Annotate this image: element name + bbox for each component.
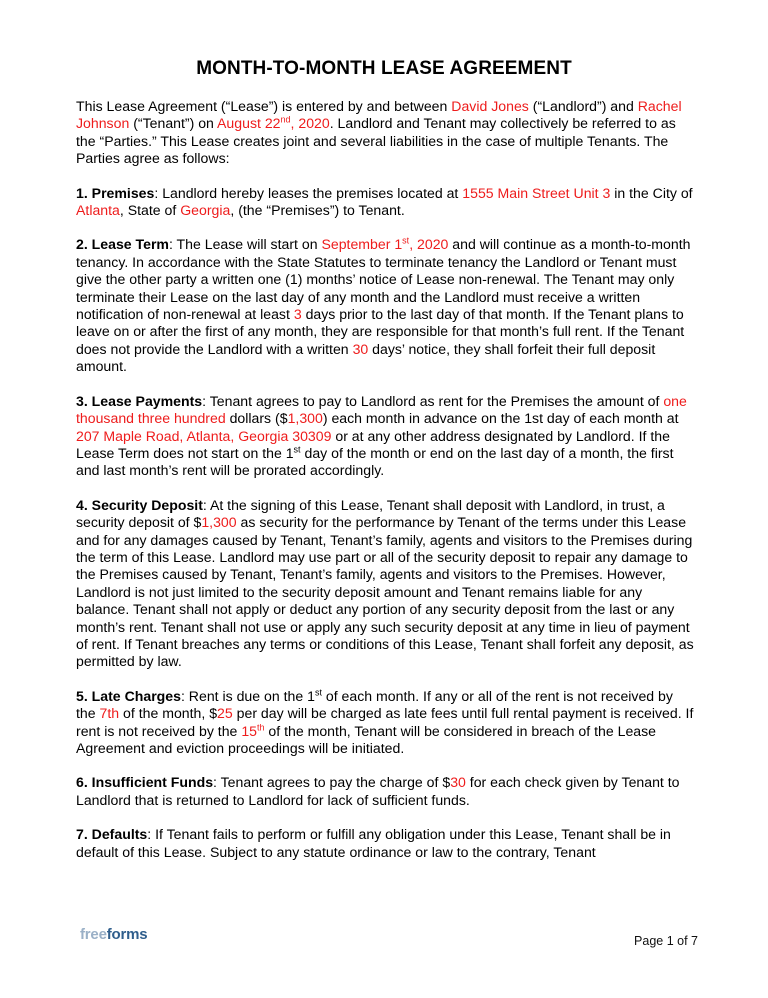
section-heading: 3. Lease Payments	[76, 392, 203, 409]
section-text: : At the signing of this Lease, Tenant shall deposit with Landlord, in trust, a security deposit of $	[76, 496, 665, 531]
premises-address: 1555 Main Street Unit 3	[462, 184, 611, 201]
landlord-name: David Jones	[451, 98, 529, 114]
section-heading: 2. Lease Term	[76, 236, 169, 253]
intro-text: . Landlord and Tenant may collectively be referred to as the “Parties.” This Lease creates joint and several liabilities in the case of multiple Tenants. The Parties agree as follows:	[76, 115, 676, 167]
breach-day-suffix: th	[257, 721, 265, 732]
intro-text: (“Landlord”) and	[528, 98, 638, 114]
section-text: : Tenant agrees to pay the charge of $	[213, 774, 451, 791]
tenant-name: Rachel Johnson	[76, 98, 682, 132]
section-text: , State of	[119, 202, 181, 219]
late-fee: 25	[217, 705, 233, 722]
section-text: in the City of	[610, 184, 693, 201]
section-text: , (the “Premises”) to Tenant.	[230, 202, 405, 219]
agreement-date-year: , 2020	[290, 115, 330, 132]
document-body	[76, 98, 694, 878]
nsf-charge: 30	[450, 774, 466, 791]
section-text: of each month. If any or all of the rent is not received by the	[76, 687, 673, 722]
logo-text-forms: forms	[106, 926, 148, 943]
late-day: 7th	[99, 705, 120, 722]
section-heading: 1. Premises	[76, 184, 155, 201]
late-charges-section	[76, 688, 694, 758]
section-text: day of the month or end on the last day of a month, the first and last month’s rent will be prorated accordingly.	[76, 444, 674, 479]
breach-day	[241, 723, 264, 739]
insufficient-funds-section	[76, 774, 694, 809]
logo-text-free: free	[80, 926, 107, 943]
section-text: or at any other address designated by Landlord. If the Lease Term does not start on the 1	[76, 427, 670, 461]
lease-start-date	[321, 236, 448, 252]
section-text: of the month, Tenant will be considered in breach of the Lease Agreement and eviction proceedings will be initiated.	[76, 722, 657, 756]
section-text: : The Lease will start on	[168, 236, 322, 253]
agreement-date-suffix: nd	[280, 114, 291, 125]
lease-start-suffix: st	[402, 235, 410, 246]
premises-state: Georgia	[180, 202, 231, 219]
section-heading: 4. Security Deposit	[76, 496, 203, 513]
section-text: days prior to the last day of that month. If the Tenant plans to leave on or after the first of any month, they are responsible for that month’s full rent. If the Tenant does not provide the Landlord with a written	[76, 306, 685, 357]
section-heading: 6. Insufficient Funds	[76, 774, 214, 791]
agreement-date-day: August 22	[217, 115, 281, 132]
section-text: per day will be charged as late fees until full rental payment is received. If rent is not received by the	[76, 705, 694, 739]
freeforms-logo	[80, 926, 147, 943]
intro-text: (“Tenant”) on	[129, 115, 218, 132]
section-text: : If Tenant fails to perform or fulfill any obligation under this Lease, Tenant shall be in default of this Lease. Subject to any statute ordinance or law to the contrary, Tenant	[76, 826, 671, 860]
ordinal-suffix: st	[314, 687, 322, 698]
notice-days: 3	[293, 306, 302, 323]
agreement-date	[217, 115, 330, 131]
breach-day-number: 15	[241, 722, 257, 739]
ordinal-suffix: st	[293, 444, 301, 455]
lease-term-section	[76, 236, 694, 375]
document-title: MONTH-TO-MONTH LEASE AGREEMENT	[196, 58, 572, 79]
rent-amount-words: one thousand three hundred	[76, 392, 687, 427]
forfeit-notice-days: 30	[352, 340, 369, 357]
section-text: ) each month in advance on the 1st day of each month at	[322, 410, 679, 427]
section-text: as security for the performance by Tenant of the terms under this Lease and for any damages caused by Tenant, Tenant’s family, agents and visitors to the Premises during the term of this Lease. Landlord may use part or all of the security deposit to repair any damage to the Premises caused by Tenant, Tenant’s family, agents and visitors to the Premises. However, Landlord is not just limited to the security deposit amount and Tenant remains liable for any balance. Tenant shall not apply or deduct any portion of any security deposit from the last or any month’s rent. Tenant shall not use or apply any such security deposit at any time in lieu of payment of rent. If Tenant breaches any terms or conditions of this Lease, Tenant shall forfeit any deposit, as permitted by law.	[76, 514, 694, 670]
rent-amount: 1,300	[287, 410, 323, 427]
payment-address: 207 Maple Road, Atlanta, Georgia 30309	[76, 427, 332, 444]
section-text: of the month, $	[119, 705, 218, 722]
section-text: days’ notice, they shall forfeit their full deposit amount.	[76, 340, 656, 375]
intro-paragraph	[76, 98, 694, 168]
section-heading: 7. Defaults	[76, 826, 148, 843]
security-deposit-section	[76, 497, 694, 671]
page-number: Page 1 of 7	[634, 934, 698, 948]
section-text: : Landlord hereby leases the premises located at	[154, 184, 463, 201]
section-text: : Rent is due on the 1	[180, 687, 315, 704]
section-text: : Tenant agrees to pay to Landlord as rent for the Premises the amount of	[202, 392, 664, 409]
premises-city: Atlanta	[76, 202, 120, 219]
section-heading: 5. Late Charges	[76, 687, 181, 704]
section-text: dollars ($	[225, 410, 288, 427]
deposit-amount: 1,300	[201, 514, 237, 531]
lease-payments-section	[76, 393, 694, 480]
section-text: for each check given by Tenant to Landlord that is returned to Landlord for lack of sufficient funds.	[76, 774, 680, 808]
defaults-section	[76, 826, 694, 861]
lease-start-day: September 1	[321, 236, 403, 253]
intro-text: This Lease Agreement (“Lease”) is entered by and between	[76, 98, 452, 114]
premises-section	[76, 185, 694, 220]
lease-start-year: , 2020	[409, 236, 449, 253]
section-text: and will continue as a month-to-month tenancy. In accordance with the State Statutes to terminate tenancy the Landlord or Tenant must give the other party a written one (1) months’ notice of Lease non-renewal. The Tenant may only terminate their Lease on the last day of any month and the Landlord must receive a written notification of non-renewal at least	[76, 236, 691, 323]
